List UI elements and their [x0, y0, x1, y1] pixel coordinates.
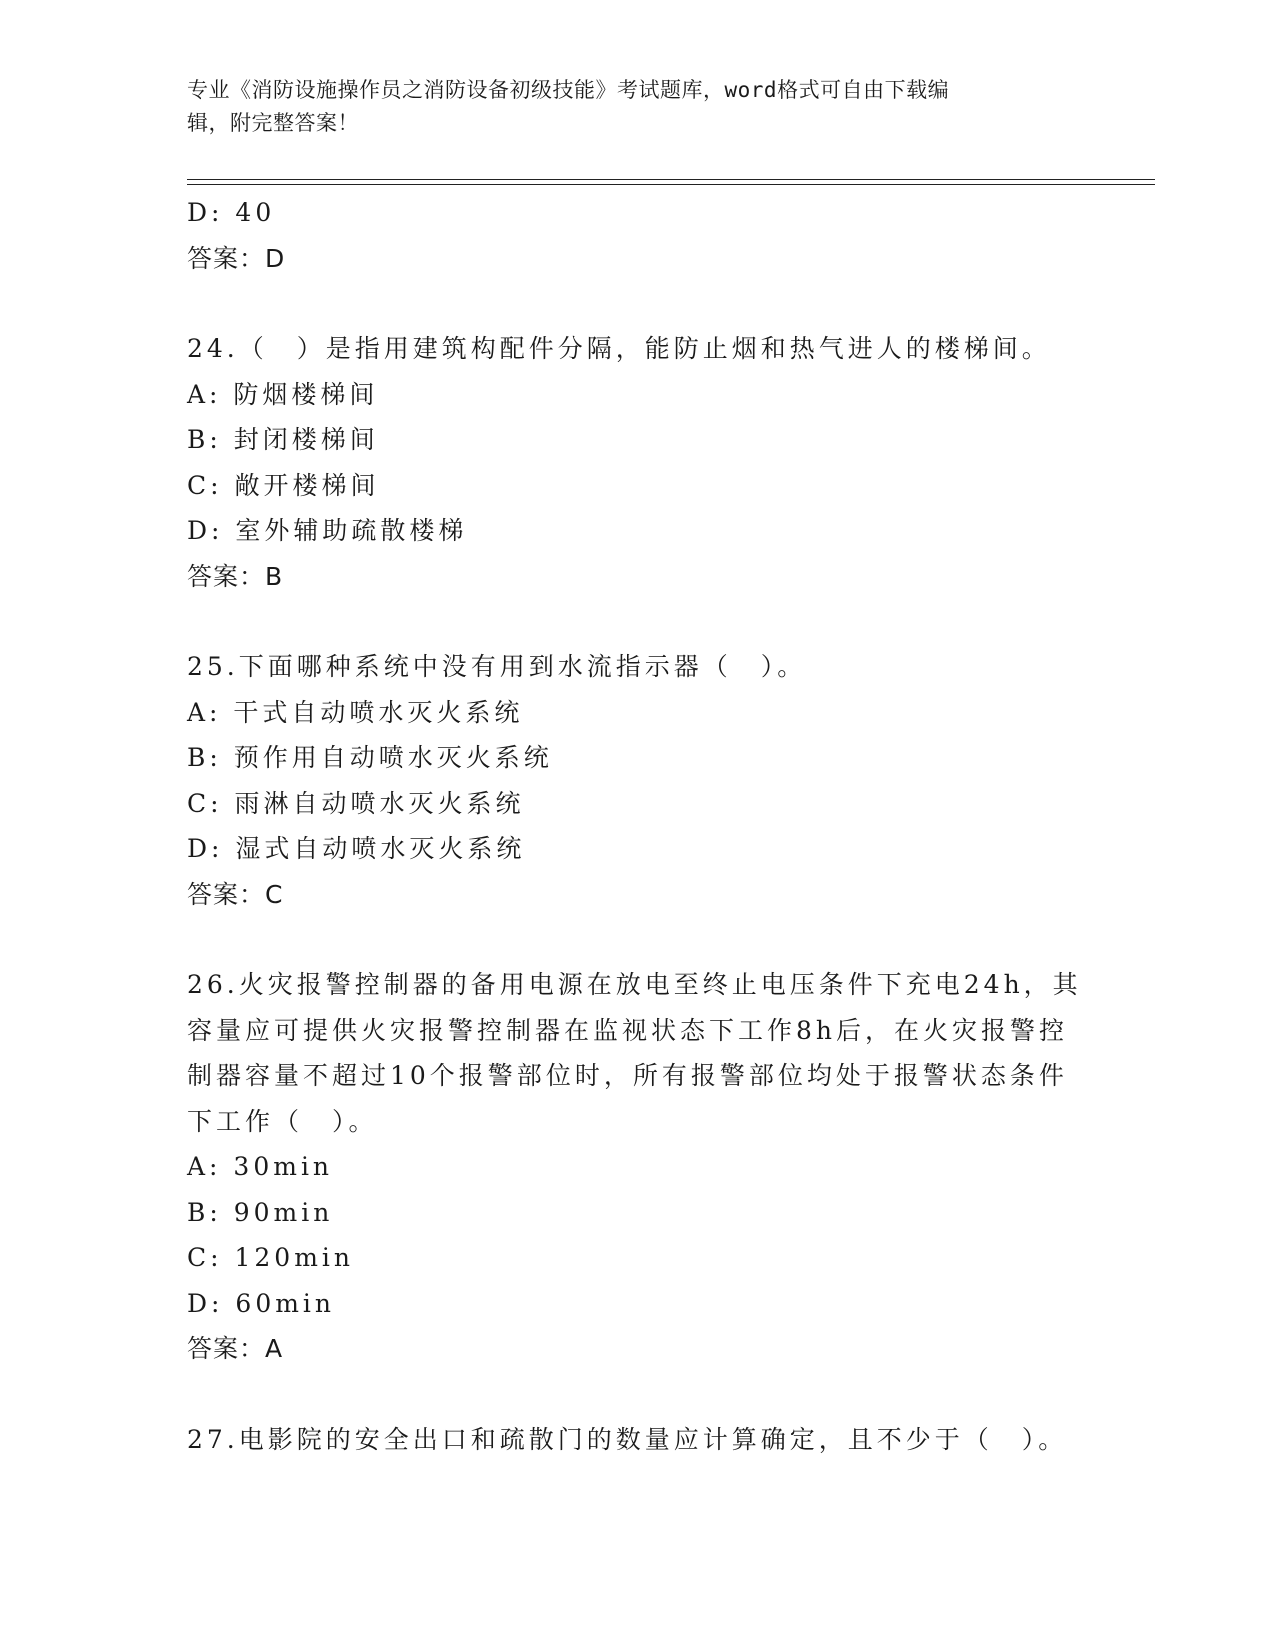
- option-d: D: 60min: [187, 1288, 336, 1318]
- option-a: A: 干式自动喷水灭火系统: [187, 697, 524, 727]
- header-line-2: 辑，附完整答案！: [187, 111, 359, 135]
- answer: 答案：B: [187, 561, 284, 591]
- spacer: [187, 917, 1087, 962]
- header-line-1: 专业《消防设施操作员之消防设备初级技能》考试题库，word格式可自由下载编: [187, 78, 950, 102]
- header-divider-top: [187, 179, 1155, 180]
- question-26: [187, 962, 1087, 1372]
- question-stem-line-4: 下工作（ ）。: [187, 1106, 378, 1136]
- spacer: [187, 1372, 1087, 1417]
- question-stem-line-3: 制器容量不超过10个报警部位时，所有报警部位均处于报警状态条件: [187, 1061, 1068, 1090]
- option-c: C: 雨淋自动喷水灭火系统: [187, 788, 525, 818]
- option-d: D: 湿式自动喷水灭火系统: [187, 834, 526, 863]
- spacer: [187, 599, 1087, 644]
- option-c: C: 敞开楼梯间: [187, 470, 380, 500]
- header-divider-bottom: [187, 184, 1155, 185]
- page-header: [187, 74, 1087, 140]
- question-25: [187, 644, 1087, 917]
- option-a: A: 防烟楼梯间: [187, 379, 379, 409]
- question-stem-line-1: 26.火灾报警控制器的备用电源在放电至终止电压条件下充电24h，其: [187, 970, 1082, 999]
- question-stem: 27.电影院的安全出口和疏散门的数量应计算确定，且不少于（ ）。: [187, 1424, 1068, 1454]
- answer: 答案：C: [187, 879, 284, 909]
- question-stem: 25.下面哪种系统中没有用到水流指示器（ ）。: [187, 652, 807, 681]
- option-a: A: 30min: [187, 1152, 334, 1181]
- question-stem: 24.（ ）是指用建筑构配件分隔，能防止烟和热气进人的楼梯间。: [187, 334, 1051, 363]
- option-b: B: 封闭楼梯间: [187, 425, 379, 454]
- question-content: [187, 190, 1087, 1462]
- option-b: B: 预作用自动喷水灭火系统: [187, 743, 553, 772]
- spacer: [187, 281, 1087, 326]
- question-stem-line-2: 容量应可提供火灾报警控制器在监视状态下工作8h后，在火灾报警控: [187, 1015, 1069, 1045]
- option-d: D: 室外辅助疏散楼梯: [187, 516, 468, 545]
- question-24: [187, 326, 1087, 599]
- answer: 答案：A: [187, 1334, 284, 1363]
- prev-answer: 答案：D: [187, 243, 286, 273]
- option-c: C: 120min: [187, 1243, 355, 1272]
- prev-option-d: D: 40: [187, 198, 276, 227]
- option-b: B: 90min: [187, 1197, 334, 1227]
- question-27: [187, 1417, 1087, 1463]
